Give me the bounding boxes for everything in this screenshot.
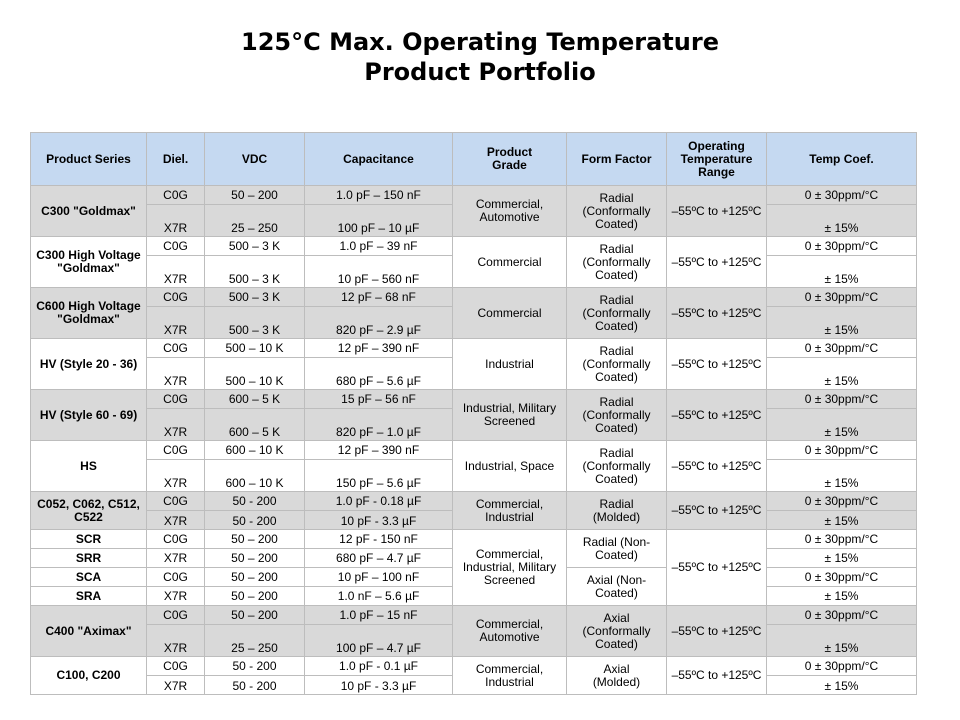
vdc-cell: 50 - 200 [205,492,305,511]
temp-coef-cell: 0 ± 30ppm/°C [767,606,917,625]
capacitance-cell: 1.0 nF – 5.6 µF [305,587,453,606]
capacitance-cell: 1.0 pF – 15 nF [305,606,453,625]
temperature-range-cell: –55ºC to +125ºC [667,390,767,441]
diel-cell: X7R [147,460,205,492]
diel-cell: C0G [147,288,205,307]
capacitance-cell: 15 pF – 56 nF [305,390,453,409]
product-series-cell: HS [31,441,147,492]
table-row [31,390,917,409]
diel-cell: X7R [147,511,205,530]
vdc-cell: 600 – 5 K [205,390,305,409]
table-row [31,492,917,511]
capacitance-cell: 150 pF – 5.6 µF [305,460,453,492]
form-factor-cell: Radial (Conformally Coated) [567,390,667,441]
capacitance-cell: 820 pF – 1.0 µF [305,409,453,441]
diel-cell: C0G [147,657,205,676]
diel-cell: X7R [147,409,205,441]
product-series-cell: HV (Style 20 - 36) [31,339,147,390]
vdc-cell: 600 – 10 K [205,460,305,492]
vdc-cell: 50 - 200 [205,676,305,695]
diel-cell: C0G [147,237,205,256]
product-series-cell: C100, C200 [31,657,147,695]
form-factor-cell: Radial (Conformally Coated) [567,237,667,288]
form-factor-cell: Radial (Conformally Coated) [567,288,667,339]
temp-coef-cell: 0 ± 30ppm/°C [767,237,917,256]
product-grade-cell: Commercial, Industrial [453,657,567,695]
vdc-cell: 50 – 200 [205,549,305,568]
capacitance-cell: 100 pF – 4.7 µF [305,625,453,657]
table-row [31,186,917,205]
diel-cell: C0G [147,186,205,205]
temp-coef-cell: 0 ± 30ppm/°C [767,186,917,205]
page-title [0,27,960,87]
diel-cell: C0G [147,568,205,587]
diel-cell: X7R [147,625,205,657]
table-row [31,441,917,460]
diel-cell: X7R [147,307,205,339]
form-factor-cell: Axial (Molded) [567,657,667,695]
product-grade-cell: Commercial, Automotive [453,606,567,657]
header-row [31,133,917,186]
product-series-cell: C300 High Voltage "Goldmax" [31,237,147,288]
vdc-cell: 50 - 200 [205,657,305,676]
header-capacitance: Capacitance [305,133,453,186]
temperature-range-cell: –55ºC to +125ºC [667,288,767,339]
product-grade-cell: Industrial, Military Screened [453,390,567,441]
capacitance-cell: 10 pF - 3.3 µF [305,676,453,695]
temperature-range-cell: –55ºC to +125ºC [667,441,767,492]
diel-cell: X7R [147,205,205,237]
diel-cell: C0G [147,492,205,511]
temp-coef-cell: ± 15% [767,409,917,441]
form-factor-cell: Axial (Non-Coated) [567,568,667,606]
product-grade-cell: Commercial [453,288,567,339]
diel-cell: C0G [147,530,205,549]
temp-coef-cell: 0 ± 30ppm/°C [767,390,917,409]
vdc-cell: 25 – 250 [205,625,305,657]
capacitance-cell: 1.0 pF - 0.1 µF [305,657,453,676]
temp-coef-cell: 0 ± 30ppm/°C [767,492,917,511]
header-temp-coef: Temp Coef. [767,133,917,186]
vdc-cell: 50 – 200 [205,606,305,625]
table-row [31,237,917,256]
header-form-factor: Form Factor [567,133,667,186]
capacitance-cell: 1.0 pF – 39 nF [305,237,453,256]
temp-coef-cell: ± 15% [767,676,917,695]
vdc-cell: 600 – 10 K [205,441,305,460]
temp-coef-cell: 0 ± 30ppm/°C [767,288,917,307]
diel-cell: X7R [147,549,205,568]
capacitance-cell: 1.0 pF – 150 nF [305,186,453,205]
capacitance-cell: 10 pF – 100 nF [305,568,453,587]
form-factor-cell: Radial (Conformally Coated) [567,339,667,390]
capacitance-cell: 680 pF – 4.7 µF [305,549,453,568]
temp-coef-cell: ± 15% [767,460,917,492]
temp-coef-cell: ± 15% [767,205,917,237]
table-row [31,288,917,307]
diel-cell: C0G [147,339,205,358]
product-series-cell: C300 "Goldmax" [31,186,147,237]
temperature-range-cell: –55ºC to +125ºC [667,237,767,288]
title-line-1: 125°C Max. Operating Temperature [241,28,719,56]
header-vdc: VDC [205,133,305,186]
product-series-cell: SRR [31,549,147,568]
capacitance-cell: 100 pF – 10 µF [305,205,453,237]
capacitance-cell: 12 pF – 390 nF [305,441,453,460]
product-grade-cell: Commercial, Automotive [453,186,567,237]
temp-coef-cell: ± 15% [767,511,917,530]
diel-cell: X7R [147,587,205,606]
temp-coef-cell: 0 ± 30ppm/°C [767,568,917,587]
vdc-cell: 500 – 3 K [205,288,305,307]
product-grade-cell: Commercial, Industrial [453,492,567,530]
vdc-cell: 25 – 250 [205,205,305,237]
diel-cell: X7R [147,358,205,390]
temperature-range-cell: –55ºC to +125ºC [667,530,767,606]
form-factor-cell: Radial (Conformally Coated) [567,441,667,492]
temperature-range-cell: –55ºC to +125ºC [667,339,767,390]
product-grade-cell: Industrial [453,339,567,390]
diel-cell: X7R [147,676,205,695]
diel-cell: C0G [147,390,205,409]
capacitance-cell: 10 pF – 560 nF [305,256,453,288]
capacitance-cell: 10 pF - 3.3 µF [305,511,453,530]
capacitance-cell: 12 pF – 390 nF [305,339,453,358]
temperature-range-cell: –55ºC to +125ºC [667,657,767,695]
form-factor-cell: Radial (Conformally Coated) [567,186,667,237]
capacitance-cell: 680 pF – 5.6 µF [305,358,453,390]
vdc-cell: 500 – 3 K [205,237,305,256]
table-row [31,339,917,358]
temp-coef-cell: ± 15% [767,587,917,606]
temp-coef-cell: ± 15% [767,307,917,339]
form-factor-cell: Radial (Non-Coated) [567,530,667,568]
capacitance-cell: 12 pF – 68 nF [305,288,453,307]
vdc-cell: 600 – 5 K [205,409,305,441]
vdc-cell: 50 - 200 [205,511,305,530]
capacitance-cell: 820 pF – 2.9 µF [305,307,453,339]
product-series-cell: SCR [31,530,147,549]
diel-cell: X7R [147,256,205,288]
temperature-range-cell: –55ºC to +125ºC [667,186,767,237]
temp-coef-cell: ± 15% [767,549,917,568]
vdc-cell: 50 – 200 [205,587,305,606]
temp-coef-cell: 0 ± 30ppm/°C [767,530,917,549]
capacitance-cell: 1.0 pF - 0.18 µF [305,492,453,511]
product-grade-cell: Industrial, Space [453,441,567,492]
product-series-cell: SCA [31,568,147,587]
table-body [31,186,917,695]
product-series-cell: HV (Style 60 - 69) [31,390,147,441]
table-row [31,606,917,625]
temp-coef-cell: 0 ± 30ppm/°C [767,339,917,358]
temp-coef-cell: 0 ± 30ppm/°C [767,441,917,460]
temp-coef-cell: ± 15% [767,625,917,657]
temp-coef-cell: 0 ± 30ppm/°C [767,657,917,676]
temperature-range-cell: –55ºC to +125ºC [667,492,767,530]
capacitance-cell: 12 pF - 150 nF [305,530,453,549]
product-series-cell: SRA [31,587,147,606]
form-factor-cell: Radial (Molded) [567,492,667,530]
header-product-series: Product Series [31,133,147,186]
vdc-cell: 50 – 200 [205,186,305,205]
header-product-grade: Product Grade [453,133,567,186]
vdc-cell: 50 – 200 [205,530,305,549]
temperature-range-cell: –55ºC to +125ºC [667,606,767,657]
product-grade-cell: Commercial [453,237,567,288]
product-series-cell: C400 "Aximax" [31,606,147,657]
table-row [31,657,917,676]
temp-coef-cell: ± 15% [767,358,917,390]
vdc-cell: 50 – 200 [205,568,305,587]
vdc-cell: 500 – 10 K [205,339,305,358]
title-line-2: Product Portfolio [364,58,596,86]
vdc-cell: 500 – 3 K [205,256,305,288]
vdc-cell: 500 – 10 K [205,358,305,390]
product-grade-cell: Commercial, Industrial, Military Screened [453,530,567,606]
vdc-cell: 500 – 3 K [205,307,305,339]
product-series-cell: C052, C062, C512, C522 [31,492,147,530]
product-series-cell: C600 High Voltage "Goldmax" [31,288,147,339]
product-portfolio-table [30,132,917,695]
header-temperature-range: Operating Temperature Range [667,133,767,186]
header-diel: Diel. [147,133,205,186]
diel-cell: C0G [147,606,205,625]
diel-cell: C0G [147,441,205,460]
table-row [31,530,917,549]
temp-coef-cell: ± 15% [767,256,917,288]
form-factor-cell: Axial (Conformally Coated) [567,606,667,657]
